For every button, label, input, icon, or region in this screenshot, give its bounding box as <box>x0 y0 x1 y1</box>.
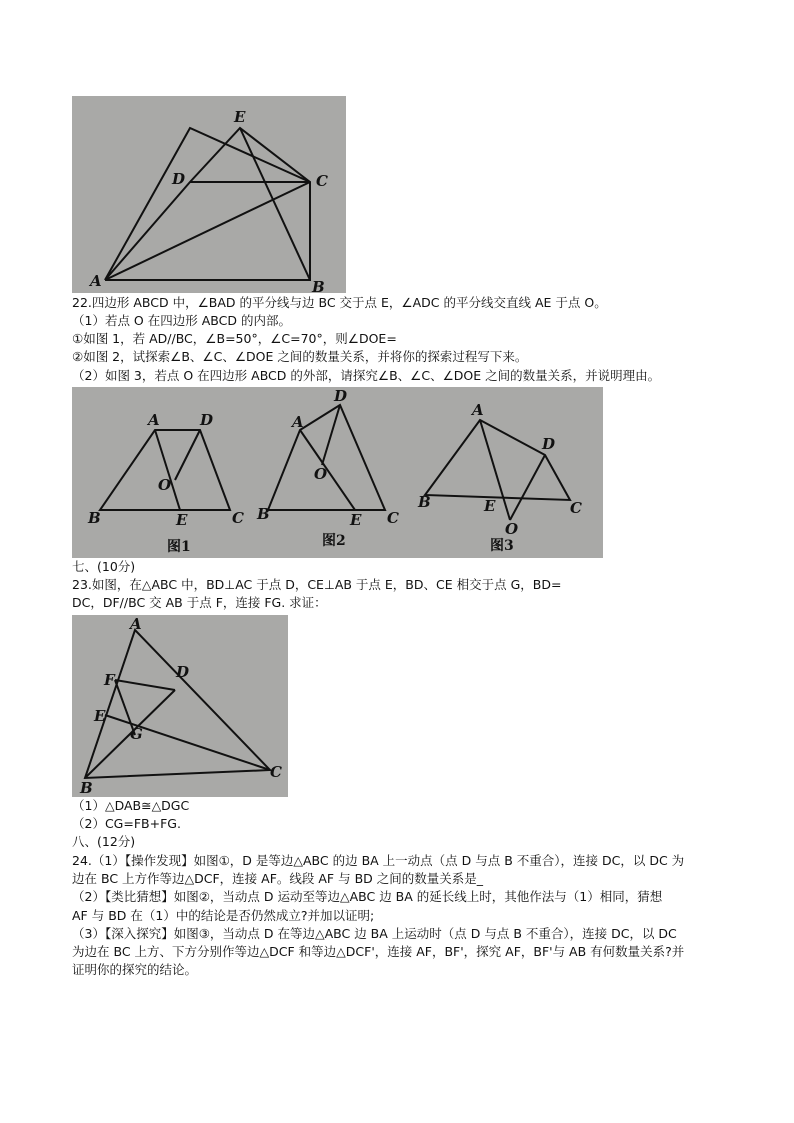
fig1-label-E: E <box>176 511 188 529</box>
q24-line-2: 边在 BC 上方作等边△DCF，连接 AF。线段 AF 与 BD 之间的数量关系是_ <box>72 871 483 886</box>
q22-line-1: 22.四边形 ABCD 中，∠BAD 的平分线与边 BC 交于点 E，∠ADC 的平分线交直线 AE 于点 O。 <box>72 295 607 310</box>
label-E: E <box>94 707 106 725</box>
q24-line-1: 24.（1）【操作发现】如图①，D 是等边△ABC 的边 BA 上一动点（点 D 与点 B 不重合），连接 DC，以 DC 为 <box>72 853 685 868</box>
q22-line-4: ②如图 2，试探索∠B、∠C、∠DOE 之间的数量关系，并将你的探索过程写下来。 <box>72 349 528 364</box>
fig2-label-O: O <box>314 465 328 483</box>
q24-line-5: （3）【深入探究】如图③，当动点 D 在等边△ABC 边 BA 上运动时（点 D 与点 B 不重合），连接 DC，以 DC <box>72 926 677 941</box>
geometry-figure <box>72 96 346 293</box>
fig3-label-E: E <box>484 497 496 515</box>
fig3-label-C: C <box>570 499 582 517</box>
fig3-caption: 图3 <box>490 538 514 554</box>
geometry-figures <box>72 387 603 558</box>
label-F: F <box>104 671 115 689</box>
fig2-label-C: C <box>387 509 399 527</box>
label-B: B <box>312 278 325 293</box>
section-7-heading: 七、(10分) <box>72 559 136 574</box>
label-D: D <box>172 170 186 188</box>
label-D: D <box>176 663 190 681</box>
q23-part-2: （2）CG=FB+FG. <box>72 816 181 831</box>
section-8-heading: 八、(12分) <box>72 834 136 849</box>
q23-line-1: 23.如图，在△ABC 中，BD⊥AC 于点 D，CE⊥AB 于点 E，BD、CE 相交于点 G，BD= <box>72 577 562 592</box>
fig2-label-B: B <box>257 505 270 523</box>
figure-q21 <box>72 96 346 293</box>
fig1-label-A: A <box>148 411 160 429</box>
q23-part-1: （1）△DAB≅△DGC <box>72 798 190 813</box>
q24-line-7: 证明你的探究的结论。 <box>72 962 198 977</box>
fig2-label-E: E <box>350 511 362 529</box>
fig3-label-A: A <box>472 401 484 419</box>
label-A: A <box>90 272 102 290</box>
geometry-figure <box>72 615 288 797</box>
label-G: G <box>130 725 143 743</box>
fig3-label-B: B <box>418 493 431 511</box>
figure-q23 <box>72 615 288 797</box>
fig2-label-A: A <box>292 413 304 431</box>
label-E: E <box>234 108 246 126</box>
q22-line-3: ①如图 1，若 AD//BC，∠B=50°，∠C=70°，则∠DOE= <box>72 331 397 346</box>
fig2-caption: 图2 <box>322 533 346 549</box>
q24-line-4: AF 与 BD 在（1）中的结论是否仍然成立?并加以证明; <box>72 908 375 923</box>
q24-line-3: （2）【类比猜想】如图②，当动点 D 运动至等边△ABC 边 BA 的延长线上时，其他作法与（1）相同，猜想 <box>72 889 663 904</box>
fig2-label-D: D <box>334 387 348 405</box>
fig1-label-D: D <box>200 411 214 429</box>
q22-line-5: （2）如图 3，若点 O 在四边形 ABCD 的外部，请探究∠B、∠C、∠DOE 之间的数量关系，并说明理由。 <box>72 368 661 383</box>
q24-line-6: 为边在 BC 上方、下方分别作等边△DCF 和等边△DCF'，连接 AF，BF'，探究 AF，BF'与 AB 有何数量关系?并 <box>72 944 685 959</box>
fig1-label-C: C <box>232 509 244 527</box>
label-B: B <box>80 779 93 797</box>
q22-line-2: （1）若点 O 在四边形 ABCD 的内部。 <box>72 313 291 328</box>
label-C: C <box>270 763 282 781</box>
label-A: A <box>130 615 142 633</box>
fig3-label-D: D <box>542 435 556 453</box>
fig3-label-O: O <box>505 520 519 538</box>
q23-line-2: DC，DF//BC 交 AB 于点 F，连接 FG. 求证： <box>72 595 327 610</box>
fig1-label-O: O <box>158 476 172 494</box>
label-C: C <box>316 172 328 190</box>
fig1-caption: 图1 <box>167 539 191 555</box>
figure-q22 <box>72 387 603 558</box>
fig1-label-B: B <box>88 509 101 527</box>
